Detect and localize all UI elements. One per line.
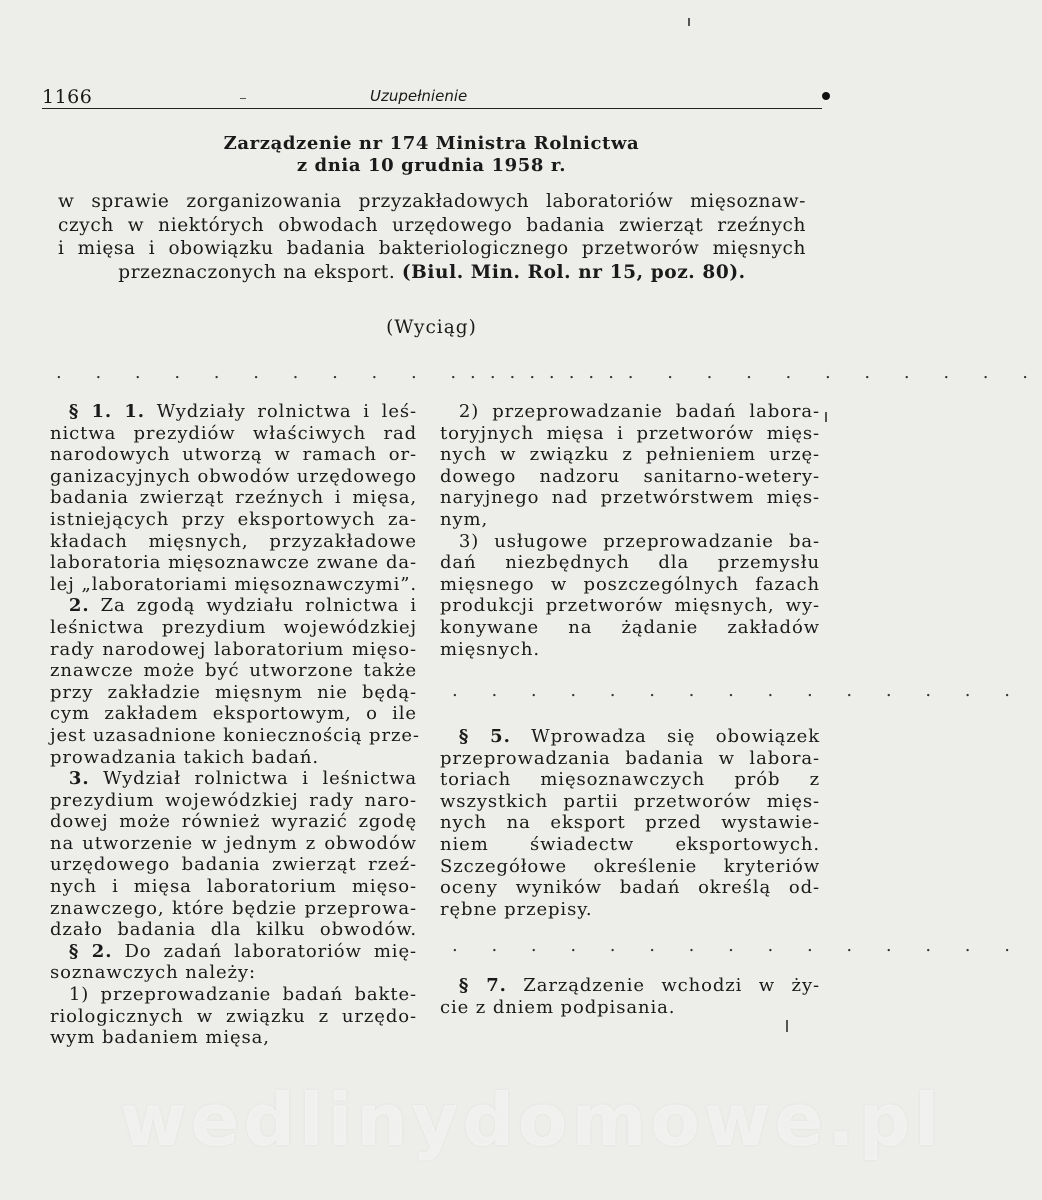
paragraph-line: rębne przepisy. <box>440 898 593 920</box>
section-5-mark: § 5. <box>458 726 511 747</box>
paragraph-line: prezydium wojewódzkiej rady naro- <box>50 789 417 811</box>
watermark: wedlinydomowe.pl <box>120 1078 943 1162</box>
paragraph-line: dowego nadzoru sanitarno-wetery- <box>440 465 820 487</box>
section-7 <box>440 975 820 1018</box>
paragraph-line: dzało badania dla kilku obwodów. <box>50 919 417 941</box>
intro-paragraph <box>58 190 806 284</box>
paragraph-line: na utworzenie w jednym z obwodów <box>50 832 417 854</box>
intro-line: czych w niektórych obwodach urzędowego badania zwierząt rzeźnych <box>58 214 806 236</box>
paragraph-line: niem świadectw eksportowych. <box>440 833 820 855</box>
header-dot <box>822 92 830 100</box>
section-1-3-mark: 3. <box>68 768 90 790</box>
paragraph-line: § 2. Do zadań laboratoriów mię- <box>68 940 417 962</box>
paragraph-line: narodowych utworzą w ramach or- <box>50 444 417 466</box>
paragraph-line: dań niezbędnych dla przemysłu <box>440 552 820 574</box>
section-1-mark: § 1. 1. <box>68 401 145 422</box>
paragraph-line: nych i mięsa laboratorium mięso- <box>50 876 417 898</box>
scan-speck <box>240 98 246 99</box>
paragraph-line: znawcze może być utworzone także <box>50 660 417 682</box>
ellipsis-top-left: . . . . . . . . . . . . . . . <box>56 362 628 383</box>
page-number: 1166 <box>42 86 93 108</box>
paragraph-line: przy zakładzie mięsnym nie będą- <box>50 681 417 703</box>
document-title-line-1: Zarządzenie nr 174 Ministra Rolnictwa <box>223 133 640 154</box>
paragraph-line: § 1. 1. Wydziały rolnictwa i leś- <box>68 401 417 422</box>
paragraph-line: prowadzania takich badań. <box>50 746 319 768</box>
paragraph-line: toriach mięsoznawczych prób z <box>440 769 820 791</box>
scan-speck <box>825 412 827 422</box>
scan-speck <box>786 1020 788 1032</box>
paragraph-line: rady narodowej laboratorium mięso- <box>50 638 417 660</box>
paragraph-line: cie z dniem podpisania. <box>440 996 676 1018</box>
paragraph-line: cym zakładem eksportowym, o ile <box>50 703 417 725</box>
paragraph-line: § 7. Zarządzenie wchodzi w ży- <box>458 975 820 996</box>
paragraph-line: toryjnych mięsa i przetworów mięs- <box>440 422 820 444</box>
intro-citation: (Biul. Min. Rol. nr 15, poz. 80). <box>401 261 746 283</box>
section-5 <box>440 726 820 920</box>
paragraph-line: wszystkich partii przetworów mięs- <box>440 790 820 812</box>
section-7-mark: § 7. <box>458 975 507 996</box>
paragraph-line: laboratoria mięsoznawcze zwane da- <box>50 552 417 574</box>
paragraph-line: lej „laboratoriami mięsoznawczymi”. <box>50 573 417 595</box>
paragraph-line: jest uzasadnione koniecznością prze- <box>50 724 420 746</box>
paragraph-line: badania zwierząt rzeźnych i mięsa, <box>50 487 417 509</box>
paragraph-line: znawczego, które będzie przeprowa- <box>50 897 417 919</box>
paragraph-line: ganizacyjnych obwodów urzędowego <box>50 465 417 487</box>
paragraph-line: istniejących przy eksportowych za- <box>50 508 417 530</box>
right-column-items <box>440 401 820 660</box>
paragraph-line: soznawczych należy: <box>50 962 256 984</box>
paragraph-line: wym badaniem mięsa, <box>50 1027 270 1049</box>
document-title-line-2: z dnia 10 grudnia 1958 r. <box>296 155 567 176</box>
paragraph-line: 2) przeprowadzanie badań labora- <box>458 401 820 422</box>
paragraph-line: oceny wyników badań określą od- <box>440 877 820 899</box>
section-2-mark: § 2. <box>68 940 113 962</box>
left-column <box>50 401 420 1049</box>
paragraph-line: § 5. Wprowadza się obowiązek <box>458 726 820 747</box>
paragraph-line: przeprowadzania badania w labora- <box>440 747 820 769</box>
paragraph-line: nym, <box>440 508 489 530</box>
ellipsis-lower-right: . . . . . . . . . . . . . . . <box>452 935 1024 956</box>
paragraph-line: riologicznych w związku z urzędo- <box>50 1005 417 1027</box>
page-header <box>42 84 822 109</box>
intro-last-line <box>58 261 806 285</box>
paragraph-line: naryjnego nad przetwórstwem mięs- <box>440 487 820 509</box>
intro-line: w sprawie zorganizowania przyzakładowych laboratoriów mięsoznaw- <box>58 191 806 212</box>
paragraph-line: 3) usługowe przeprowadzanie ba- <box>458 530 820 552</box>
paragraph-line: urzędowego badania zwierząt rzeź- <box>50 854 417 876</box>
paragraph-line: kładach mięsnych, przyzakładowe <box>50 530 417 552</box>
paragraph-line: produkcji przetworów mięsnych, wy- <box>440 595 820 617</box>
running-head: Uzupełnienie <box>370 87 468 105</box>
ellipsis-middle-right: . . . . . . . . . . . . . . . <box>452 680 1024 701</box>
paragraph-line: nych w związku z pełnieniem urzę- <box>440 444 820 466</box>
scan-speck <box>688 18 690 26</box>
section-1-2-mark: 2. <box>68 595 90 617</box>
intro-line: i mięsa i obowiązku badania bakteriologicznego przetworów mięsnych <box>58 238 806 259</box>
ellipsis-top-right: . . . . . . . . . . . . . . . <box>470 362 1042 383</box>
paragraph-line: 2. Za zgodą wydziału rolnictwa i <box>68 595 417 617</box>
intro-line: przeznaczonych na eksport. <box>118 261 396 283</box>
paragraph-line: mięsnego w poszczególnych fazach <box>440 573 820 595</box>
paragraph-line: konywane na żądanie zakładów <box>440 616 820 638</box>
paragraph-line: dowej może również wyrazić zgodę <box>50 811 417 833</box>
paragraph-line: mięsnych. <box>440 638 540 660</box>
paragraph-line: nych na eksport przed wystawie- <box>440 812 820 834</box>
paragraph-line: 1) przeprowadzanie badań bakte- <box>68 984 417 1006</box>
paragraph-line: leśnictwa prezydium wojewódzkiej <box>50 616 417 638</box>
paragraph-line: Szczegółowe określenie kryteriów <box>440 855 820 877</box>
paragraph-line: 3. Wydział rolnictwa i leśnictwa <box>68 768 418 790</box>
excerpt-label: (Wyciąg) <box>386 317 477 338</box>
paragraph-line: nictwa prezydiów właściwych rad <box>50 422 417 444</box>
